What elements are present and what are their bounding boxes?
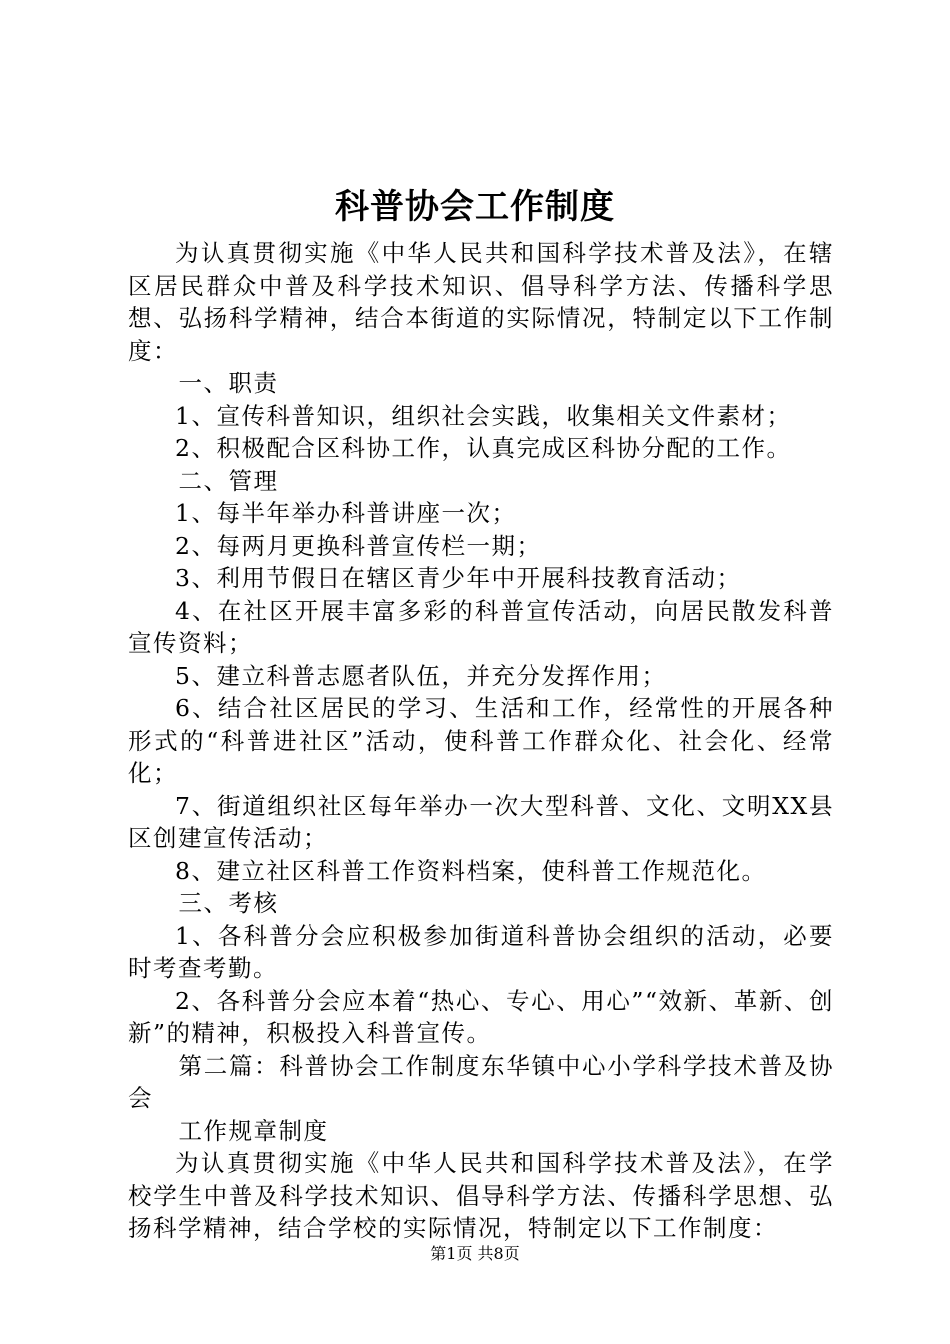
management-item-4: 4、在社区开展丰富多彩的科普宣传活动，向居民散发科普宣传资料；	[128, 596, 834, 657]
duty-item-2: 2、积极配合区科协工作，认真完成区科协分配的工作。	[175, 434, 792, 462]
management-item-1: 1、每半年举办科普讲座一次；	[175, 499, 517, 527]
document-title: 科普协会工作制度	[335, 187, 615, 227]
assessment-item-2: 2、各科普分会应本着“热心、专心、用心”“效新、革新、创新”的精神，积极投入科普宣传。	[128, 986, 834, 1047]
page-footer: 第1页 共8页	[430, 1244, 520, 1263]
assessment-item-1: 1、各科普分会应积极参加街道科普协会组织的活动，必要时考查考勤。	[128, 921, 834, 982]
management-item-8: 8、建立社区科普工作资料档案，使科普工作规范化。	[175, 856, 767, 885]
management-item-6: 6、结合社区居民的学习、生活和工作，经常性的开展各种形式的“科普进社区”活动，使科普工作群众化、社会化、经常化；	[128, 694, 834, 787]
management-item-7: 7、街道组织社区每年举办一次大型科普、文化、文明XX县区创建宣传活动；	[128, 791, 834, 852]
section-heading-duties: 一、职责	[178, 369, 279, 397]
management-item-3: 3、利用节假日在辖区青少年中开展科技教育活动；	[175, 564, 742, 592]
section-heading-assessment: 三、考核	[178, 889, 279, 917]
part-two-subheading: 工作规章制度	[178, 1116, 329, 1145]
part-two-heading: 第二篇：科普协会工作制度东华镇中心小学科学技术普及协会	[128, 1051, 834, 1112]
management-item-5: 5、建立科普志愿者队伍，并充分发挥作用；	[175, 661, 667, 690]
section-heading-management: 二、管理	[178, 466, 279, 495]
part-two-intro-paragraph: 为认真贯彻实施《中华人民共和国科学技术普及法》，在学校学生中普及科学技术知识、倡导科学方法、传播科学思想、弘扬科学精神，结合学校的实际情况，特制定以下工作制度：	[128, 1149, 834, 1242]
duty-item-1: 1、宣传科普知识，组织社会实践，收集相关文件素材；	[175, 401, 792, 430]
intro-paragraph: 为认真贯彻实施《中华人民共和国科学技术普及法》，在辖区居民群众中普及科学技术知识、倡导科学方法、传播科学思想、弘扬科学精神，结合本街道的实际情况，特制定以下工作制度：	[128, 239, 834, 365]
management-item-2: 2、每两月更换科普宣传栏一期；	[175, 531, 542, 560]
document-body	[128, 237, 834, 1245]
